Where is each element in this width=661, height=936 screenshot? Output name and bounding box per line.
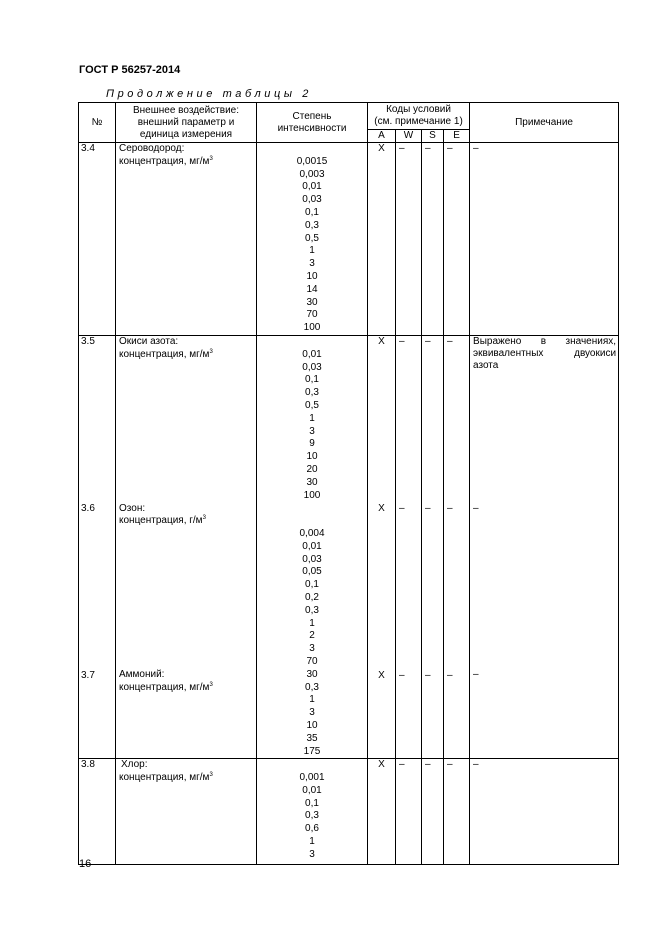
code-w-group	[396, 336, 422, 759]
row-number: 3.5	[81, 336, 95, 347]
code-w: –	[396, 143, 422, 336]
code-w: –	[399, 336, 405, 347]
code-w: –	[399, 502, 405, 514]
degree-value: 3	[309, 707, 315, 719]
degree-value: 0,003	[299, 168, 325, 180]
degree-value: 3	[309, 258, 315, 270]
table-row	[79, 336, 619, 759]
factor-name: Хлор:	[121, 759, 148, 771]
header-codes-line: Коды условий	[386, 104, 451, 115]
header-factor-line: внешний параметр и	[137, 116, 235, 128]
degree-value: 0,03	[302, 194, 322, 206]
note-text: –	[473, 502, 479, 514]
degree-value: 20	[306, 463, 318, 475]
code-a: X	[378, 336, 385, 347]
code-a: X	[368, 143, 396, 336]
degree-value: 10	[306, 719, 318, 731]
degree-values	[257, 759, 368, 865]
factor-cell-group	[116, 336, 257, 759]
code-a: X	[368, 759, 396, 865]
degree-value: 1	[309, 617, 315, 629]
factor-unit: концентрация, $мг/м^3$	[119, 681, 213, 693]
code-w: –	[399, 669, 405, 681]
note-cell: –	[470, 759, 619, 865]
degree-value: 3	[309, 848, 315, 860]
code-e-group	[444, 336, 470, 759]
degree-value: 0,5	[305, 399, 319, 411]
code-e: –	[444, 143, 470, 336]
degree-value: 0,2	[305, 591, 319, 603]
degree-value: 30	[306, 668, 318, 680]
degree-value: 0,1	[305, 579, 319, 591]
code-e: –	[447, 669, 453, 681]
parameters-table	[78, 102, 619, 865]
degree-value: 0,3	[305, 810, 319, 822]
degree-value: 0,03	[302, 361, 322, 373]
code-s-group	[422, 336, 444, 759]
header-number: №	[79, 103, 116, 143]
degree-value: 0,004	[299, 527, 325, 539]
code-e: –	[447, 336, 453, 347]
note-cell-group	[470, 336, 619, 759]
code-s: –	[422, 143, 444, 336]
degree-value: 1	[309, 412, 315, 424]
note-cell: –	[470, 143, 619, 336]
header-codes-line: (см. примечание 1)	[374, 116, 463, 127]
page-number: 16	[79, 858, 92, 870]
document-id: ГОСТ Р 56257-2014	[79, 64, 181, 76]
header-code-a: A	[368, 130, 396, 143]
degree-value: 70	[306, 309, 318, 321]
degree-value: 100	[303, 489, 321, 501]
code-a: X	[378, 502, 385, 514]
code-a: X	[378, 669, 385, 681]
code-e: –	[447, 502, 453, 514]
row-number: 3.6	[81, 502, 95, 514]
degree-value: 0,01	[302, 784, 322, 796]
header-degree-line: интенсивности	[277, 122, 347, 134]
note-text: –	[473, 668, 479, 680]
degree-value: 100	[303, 322, 321, 334]
degree-value: 0,3	[305, 387, 319, 399]
factor-unit: концентрация, $мг/м^3$	[119, 772, 213, 784]
header-factor-line: единица измерения	[139, 128, 233, 140]
degree-value: 0,1	[305, 797, 319, 809]
header-factor-line: Внешнее воздействие:	[132, 104, 239, 116]
note-text: Выражено в значениях, эквивалентных двуокиси азота	[473, 336, 617, 372]
degree-value: 0,6	[305, 823, 319, 835]
degree-value: 0,01	[302, 181, 322, 193]
code-s: –	[425, 336, 431, 347]
degree-value: 3	[309, 643, 315, 655]
degree-value: 1	[309, 694, 315, 706]
factor-name: Аммоний:	[119, 669, 165, 681]
degree-value: 35	[306, 732, 318, 744]
header-code-w: W	[396, 130, 422, 143]
degree-value: 3	[309, 425, 315, 437]
header-degree-line: Степень	[292, 110, 332, 122]
degree-value: 10	[306, 451, 318, 463]
degree-value: 1	[309, 836, 315, 848]
degree-value: 14	[306, 283, 318, 295]
degree-value: 9	[309, 438, 315, 450]
degree-value: 0,001	[299, 772, 325, 784]
degree-value: 1	[309, 245, 315, 257]
factor-name: Окиси азота:	[119, 336, 179, 347]
degree-value: 175	[303, 745, 321, 757]
code-s: –	[425, 669, 431, 681]
row-number: 3.8	[79, 759, 116, 865]
degree-value: 0,05	[302, 566, 322, 578]
degree-values	[257, 143, 368, 336]
factor-unit: концентрация, $мг/м^3$	[119, 155, 213, 167]
degree-value: 0,3	[305, 681, 319, 693]
degree-values-group	[257, 336, 368, 759]
degree-value: 0,1	[305, 374, 319, 386]
degree-value: 0,5	[305, 232, 319, 244]
code-e: –	[444, 759, 470, 865]
factor-cell	[116, 143, 257, 336]
header-code-s: S	[422, 130, 444, 143]
degree-value: 2	[309, 630, 315, 642]
degree-value: 10	[306, 270, 318, 282]
factor-name: Озон:	[119, 502, 146, 514]
degree-value: 0,0015	[296, 155, 328, 167]
degree-value: 0,1	[305, 206, 319, 218]
degree-value: 0,01	[302, 348, 322, 360]
degree-value: 0,3	[305, 604, 319, 616]
code-s: –	[425, 502, 431, 514]
table-row	[79, 759, 619, 865]
code-a-group	[368, 336, 396, 759]
degree-value: 0,3	[305, 219, 319, 231]
row-number-group	[79, 336, 116, 759]
degree-value: 70	[306, 655, 318, 667]
degree-value: 30	[306, 476, 318, 488]
header-factor	[116, 103, 257, 143]
row-number: 3.7	[81, 669, 95, 681]
table-row	[79, 143, 619, 336]
factor-unit: концентрация, $г/м^3$	[119, 515, 206, 527]
factor-unit: концентрация, $мг/м^3$	[119, 348, 213, 360]
header-code-e: E	[444, 130, 470, 143]
code-s: –	[422, 759, 444, 865]
factor-name: Сероводород:	[119, 143, 185, 154]
degree-value: 0,01	[302, 540, 322, 552]
code-w: –	[396, 759, 422, 865]
factor-cell	[116, 759, 257, 865]
degree-value: 30	[306, 296, 318, 308]
header-degree	[257, 103, 368, 143]
row-number: 3.4	[79, 143, 116, 336]
header-note: Примечание	[470, 103, 619, 143]
table-caption: Продолжение таблицы 2	[106, 88, 312, 100]
header-codes	[368, 103, 470, 130]
degree-value: 0,03	[302, 553, 322, 565]
